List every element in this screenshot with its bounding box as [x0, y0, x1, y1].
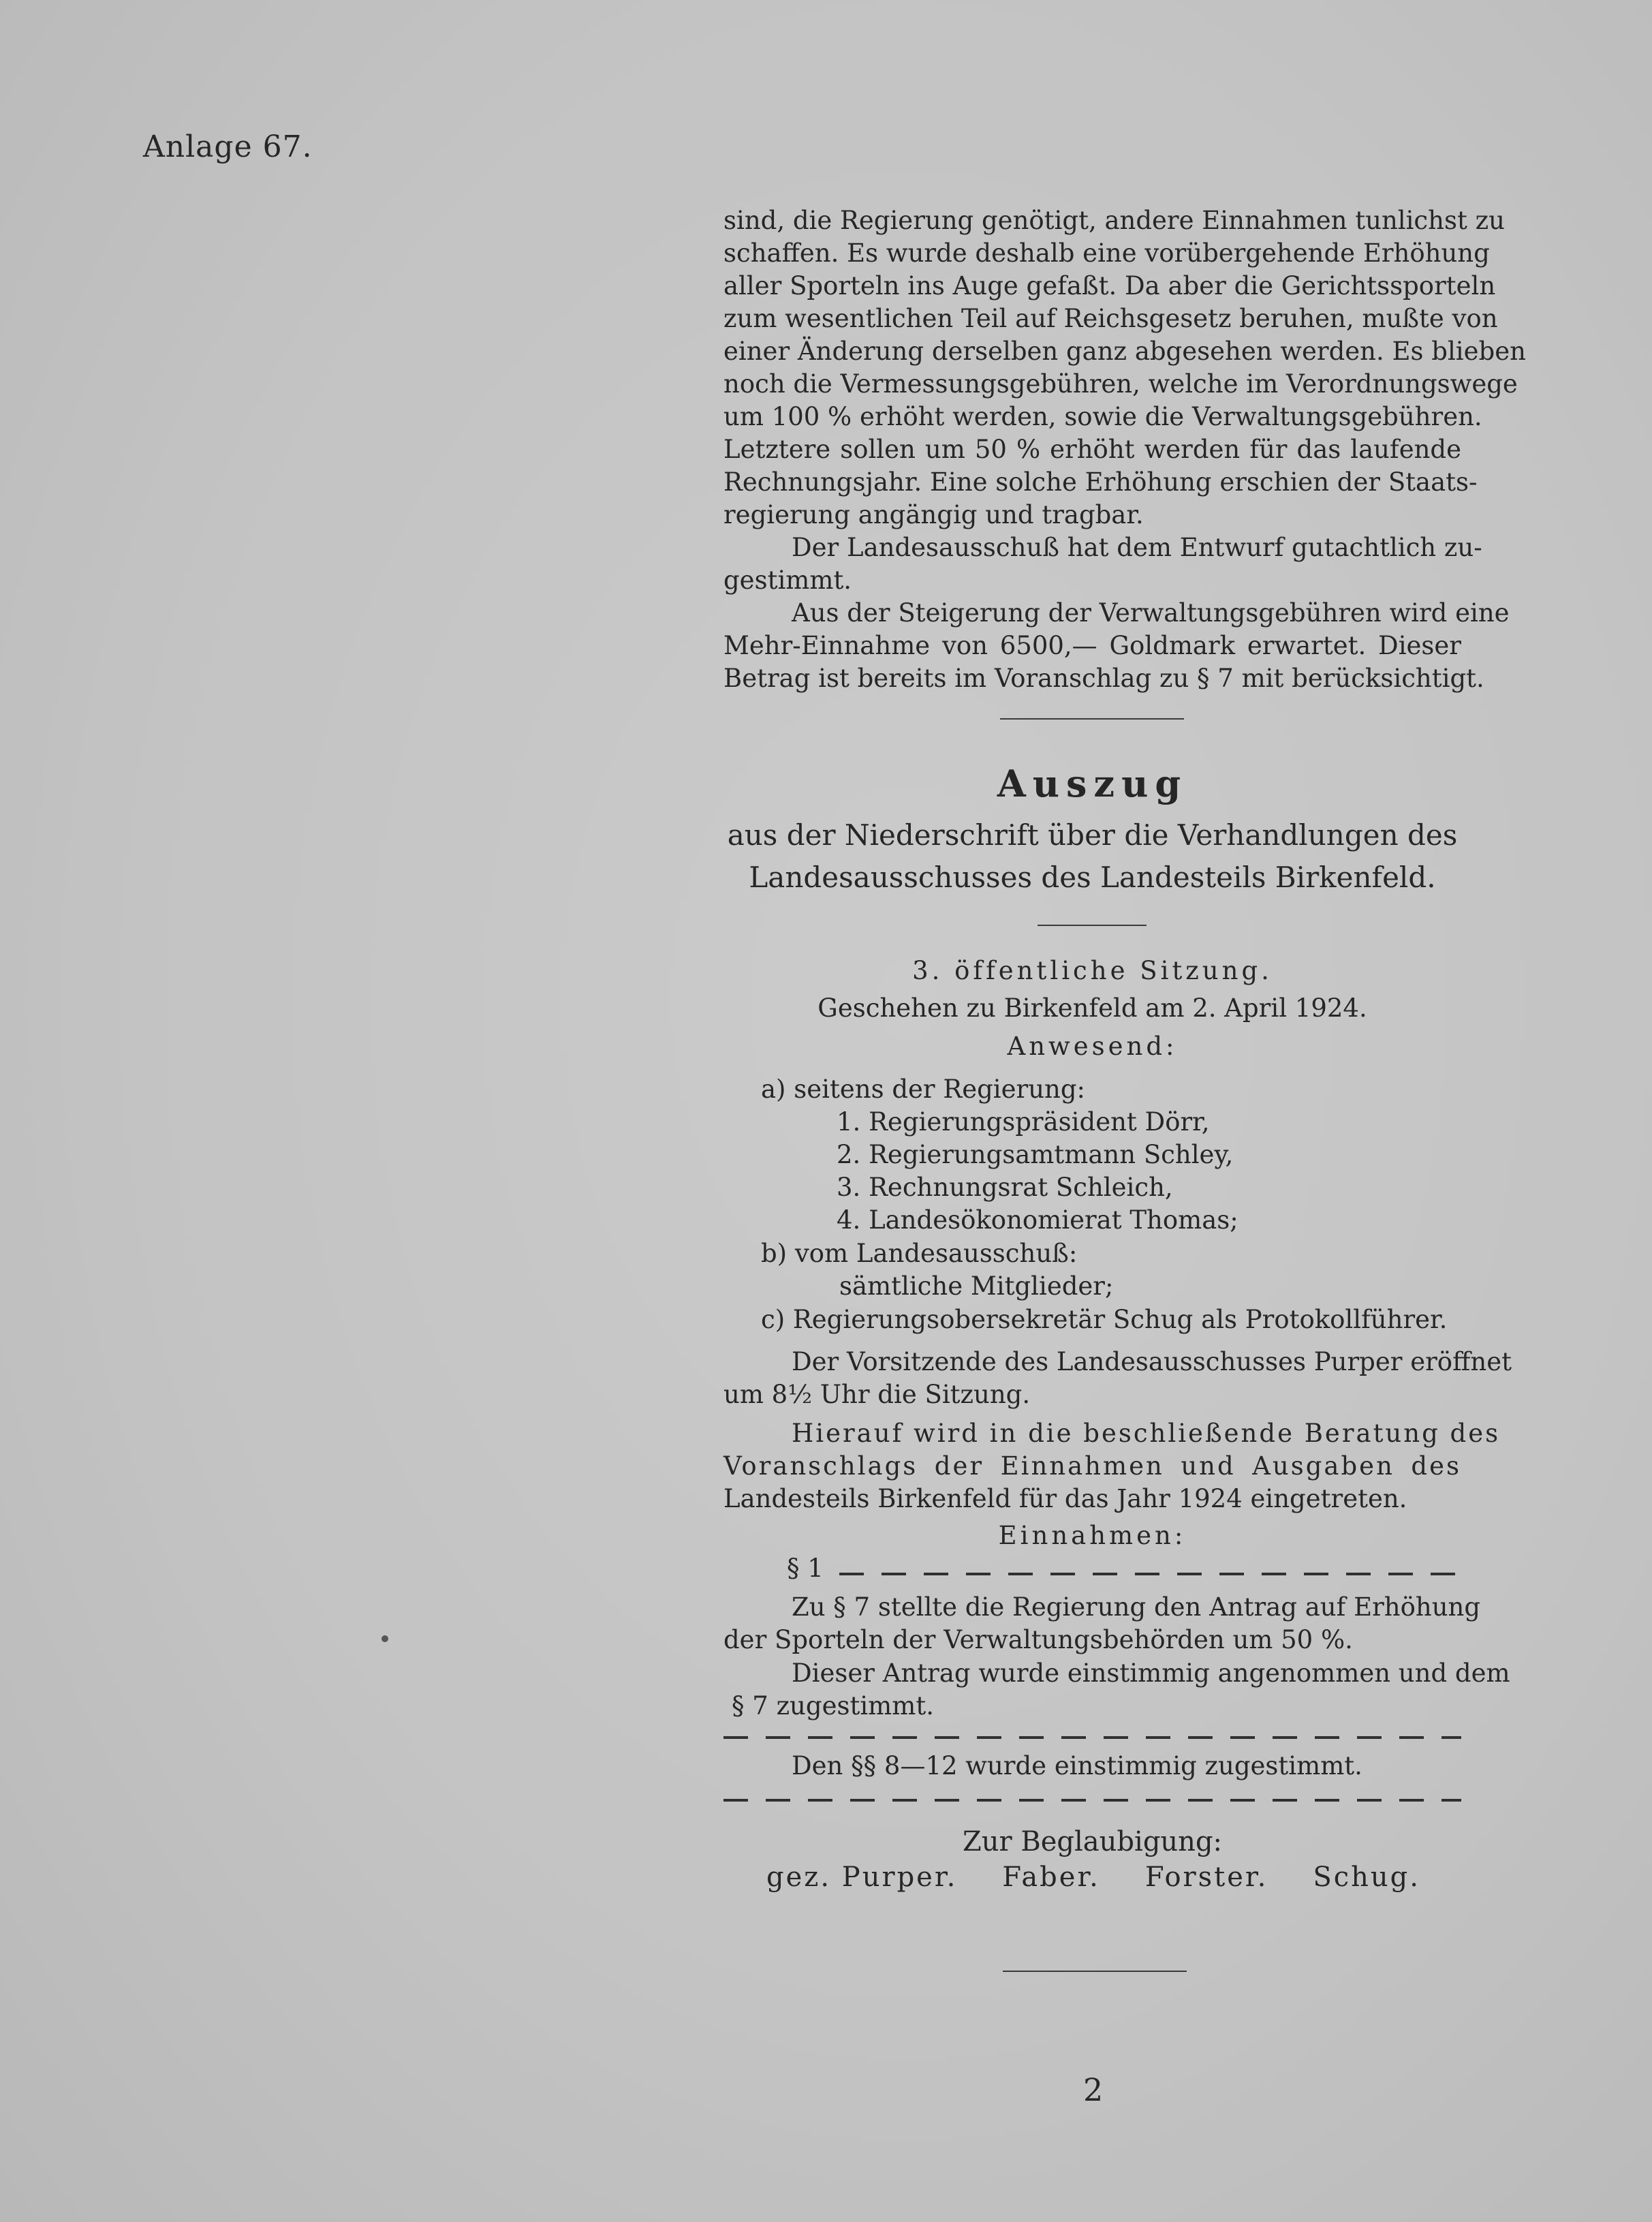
subtitle-line: aus der Niederschrift über die Verhandlungen des [727, 818, 1458, 852]
deliberation-text [723, 1417, 1501, 1515]
opening-paragraph [723, 1346, 1512, 1411]
text-line: Dieser Antrag wurde einstimmig angenommen und dem [792, 1658, 1510, 1688]
group-a-member: 4. Landesökonomierat Thomas; [837, 1205, 1238, 1235]
divider [1000, 718, 1184, 720]
group-a-label: a) seitens der Regierung: [761, 1075, 1086, 1104]
approval-paragraph [723, 1657, 1510, 1723]
text-line: sind, die Regierung genötigt, andere Einnahmen tunlichst zu [723, 206, 1505, 235]
group-a-member: 1. Regierungspräsident Dörr, [837, 1107, 1210, 1137]
text-line: noch die Vermessungsgebühren, welche im Verordnungswege [723, 369, 1518, 399]
group-b-members: sämtliche Mitglieder; [839, 1271, 1114, 1301]
text-line: § 7 zugestimmt. [732, 1691, 934, 1720]
paper-speck [381, 1635, 388, 1642]
signatures [766, 1862, 1420, 1893]
text-line: Hierauf wird in die beschließende Beratung des [792, 1419, 1501, 1448]
approval-text [723, 1657, 1510, 1723]
text-line: einer Änderung derselben ganz abgesehen werden. Es blieben [723, 337, 1526, 366]
motion-paragraph [723, 1591, 1481, 1656]
text-line: um 8½ Uhr die Sitzung. [723, 1380, 1031, 1409]
motion-text [723, 1591, 1481, 1656]
text-line: Aus der Steigerung der Verwaltungsgebühren wird eine [792, 598, 1510, 628]
text-line: Mehr-Einnahme von 6500,— Goldmark erwartet. Dieser [723, 631, 1461, 660]
income-heading: Einnahmen: [998, 1521, 1187, 1550]
dash-line [723, 1736, 1461, 1739]
text-line: der Sporteln der Verwaltungsbehörden um 50 %. [723, 1625, 1353, 1654]
text-line: gestimmt. [723, 566, 852, 595]
text-line: Betrag ist bereits im Voranschlag zu § 7 mit berücksichtigt. [723, 664, 1484, 693]
text-line: schaffen. Es wurde deshalb eine vorübergehende Erhöhung [723, 238, 1490, 268]
subtitle-line: Landesausschusses des Landesteils Birkenfeld. [749, 861, 1436, 894]
dash-line [723, 1799, 1461, 1802]
deliberation-paragraph [723, 1417, 1501, 1515]
excerpt-title: Auszug [997, 762, 1188, 805]
group-c-label: c) Regierungsobersekretär Schug als Protokollführer. [761, 1305, 1448, 1334]
text-line: um 100 % erhöht werden, sowie die Verwaltungsgebühren. [723, 402, 1482, 431]
certification-label: Zur Beglaubigung: [962, 1826, 1223, 1857]
text-line: regierung angängig und tragbar. [723, 500, 1144, 529]
intro-paragraph-2 [723, 531, 1482, 597]
group-a-member: 2. Regierungsamtmann Schley, [837, 1140, 1234, 1169]
dash-line [839, 1573, 1461, 1575]
sections-8-12: Den §§ 8—12 wurde einstimmig zugestimmt. [792, 1751, 1362, 1780]
text-line: Letztere sollen um 50 % erhöht werden für das laufende [723, 435, 1461, 464]
text-line: Der Landesausschuß hat dem Entwurf gutachtlich zu- [792, 533, 1482, 562]
session-name: 3. öffentliche Sitzung. [912, 956, 1273, 985]
text-line: aller Sporteln ins Auge gefaßt. Da aber die Gerichtssporteln [723, 271, 1496, 300]
text-line: Rechnungsjahr. Eine solche Erhöhung erschien der Staats- [723, 467, 1478, 497]
excerpt-subtitle [723, 814, 1461, 899]
intro-text [723, 204, 1526, 695]
signature-faber: Faber. [1002, 1862, 1100, 1893]
present-label: Anwesend: [1007, 1032, 1178, 1061]
divider [1038, 925, 1147, 926]
page-number: 2 [1083, 2071, 1104, 2108]
session-place-date: Geschehen zu Birkenfeld am 2. April 1924. [817, 993, 1367, 1023]
group-b-label: b) vom Landesausschuß: [761, 1239, 1078, 1268]
text-line: Voranschlags der Einnahmen und Ausgaben des [723, 1451, 1461, 1481]
intro-paragraph-3 [723, 597, 1510, 695]
intro-paragraph-1 [723, 204, 1526, 531]
signature-purper: gez. Purper. [766, 1862, 958, 1893]
signature-schug: Schug. [1313, 1862, 1420, 1893]
text-line: Der Vorsitzende des Landesausschusses Purper eröffnet [792, 1347, 1512, 1376]
opening-text [723, 1346, 1512, 1411]
annex-label: Anlage 67. [143, 129, 313, 164]
text-line: zum wesentlichen Teil auf Reichsgesetz beruhen, mußte von [723, 304, 1498, 333]
text-line: Landesteils Birkenfeld für das Jahr 1924 eingetreten. [723, 1484, 1407, 1513]
group-a-member: 3. Rechnungsrat Schleich, [837, 1173, 1173, 1202]
signature-forster: Forster. [1144, 1862, 1268, 1893]
text-line: Zu § 7 stellte die Regierung den Antrag auf Erhöhung [792, 1592, 1481, 1622]
section-1: § 1 [787, 1554, 824, 1583]
divider [1003, 1971, 1187, 1972]
